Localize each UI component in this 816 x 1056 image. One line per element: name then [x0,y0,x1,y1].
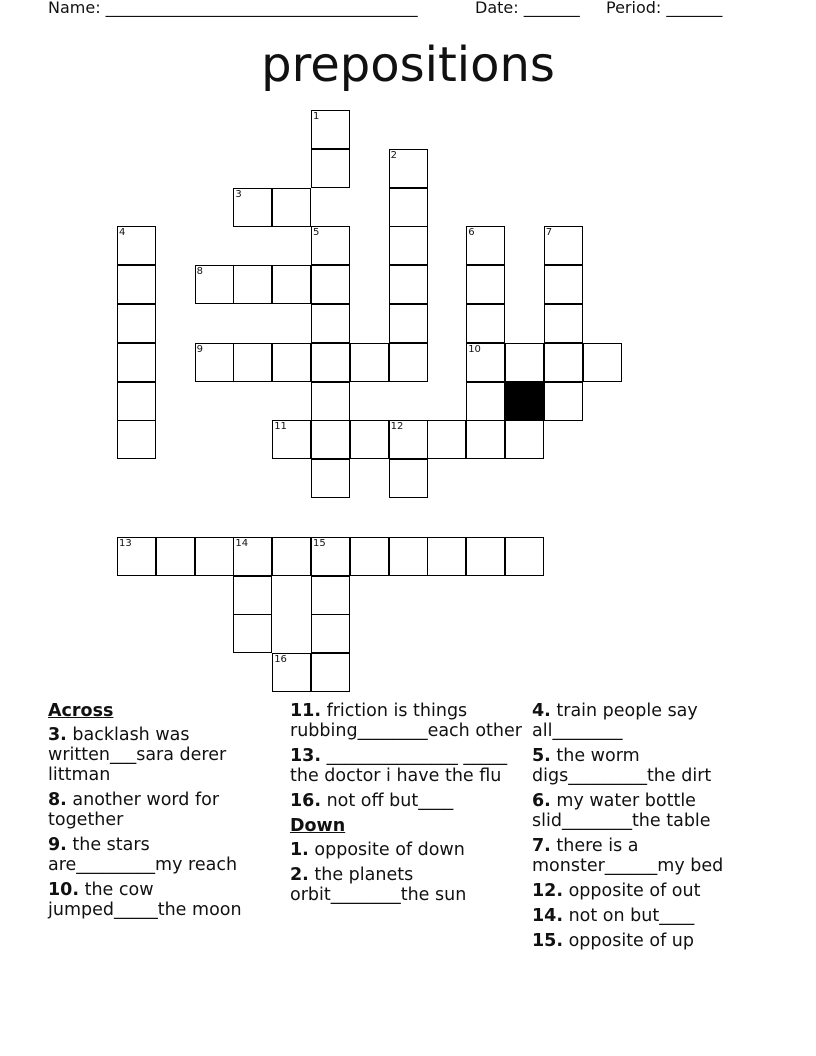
clue-number-label: 3 [235,188,242,200]
clue-number-label: 4 [119,227,126,239]
crossword-cell[interactable] [389,149,428,188]
clue-number: 13. [290,746,322,766]
crossword-cell[interactable] [389,459,428,498]
crossword-cell[interactable] [272,653,311,692]
clue-down-2 [290,865,522,905]
crossword-cell[interactable] [272,420,311,459]
crossword-cell[interactable] [389,343,428,382]
clue-down-7 [532,836,772,876]
clue-across-8 [48,790,280,830]
clue-number-label: 8 [196,266,203,278]
clue-column-1 [48,701,280,925]
clue-number-label: 10 [468,343,481,355]
clue-number-label: 12 [390,421,404,433]
crossword-cell[interactable] [272,188,311,227]
crossword-cell[interactable] [389,537,428,576]
clue-number: 16. [290,791,322,811]
crossword-cell[interactable] [117,304,156,343]
clue-text: friction is things rubbing________each other [290,701,522,741]
clue-down-14 [532,906,772,926]
crossword-cell[interactable] [583,343,622,382]
crossword-cell[interactable] [233,537,272,576]
clue-text: the cow jumped_____the moon [48,880,242,920]
crossword-cell[interactable] [195,343,234,382]
clue-across-3 [48,725,280,785]
date-field[interactable]: Date: _______ [475,0,580,17]
crossword-cell[interactable] [233,343,272,382]
crossword-cell[interactable] [389,265,428,304]
clue-number-label: 16 [274,654,287,666]
clue-column-2 [290,701,522,910]
clue-text: the stars are_________my reach [48,835,238,875]
crossword-cell[interactable] [505,343,544,382]
crossword-cell[interactable] [311,110,350,149]
clue-number: 7. [532,836,551,856]
clue-number-label: 7 [545,227,553,239]
clue-across-16 [290,791,522,811]
crossword-cell[interactable] [505,537,544,576]
crossword-cell[interactable] [117,265,156,304]
crossword-cell[interactable] [466,265,505,304]
clue-down-1 [290,840,522,860]
clue-down-15 [532,931,772,951]
crossword-cell[interactable] [117,382,156,421]
crossword-cell[interactable] [117,537,156,576]
crossword-cell[interactable] [389,304,428,343]
clue-number: 4. [532,701,551,721]
crossword-cell[interactable] [311,382,350,421]
clue-text: opposite of down [308,840,465,860]
crossword-cell[interactable] [311,226,350,265]
clue-number: 10. [48,880,80,900]
crossword-cell[interactable] [311,265,350,304]
clue-down-4 [532,701,772,741]
clue-text: the planets orbit________the sun [290,865,467,905]
crossword-cell[interactable] [311,653,350,692]
crossword-cell[interactable] [466,304,505,343]
clue-number: 8. [48,790,67,810]
clue-number: 1. [290,840,309,860]
clue-text: the worm digs_________the dirt [532,746,712,786]
clue-number: 12. [532,881,564,901]
crossword-cell[interactable] [389,188,428,227]
crossword-cell[interactable] [233,188,272,227]
down-heading: Down [290,816,346,836]
clue-number: 11. [290,701,322,721]
crossword-cell[interactable] [389,226,428,265]
clue-number-label: 6 [468,227,475,239]
crossword-cell[interactable] [311,459,350,498]
clue-down-5 [532,746,772,786]
crossword-cell[interactable] [466,343,505,382]
crossword-cell[interactable] [505,420,544,459]
clue-number-label: 5 [313,227,320,239]
clue-number-label: 14 [235,537,249,549]
clue-text: my water bottle slid________the table [532,791,711,831]
crossword-cell[interactable] [272,537,311,576]
period-field[interactable]: Period: _______ [606,0,723,17]
crossword-cell[interactable] [233,576,272,615]
crossword-cell[interactable] [195,265,234,304]
crossword-cell[interactable] [117,420,156,459]
clue-number: 2. [290,865,309,885]
clue-text: backlash was written___sara derer littman [48,725,227,785]
crossword-cell[interactable] [350,420,389,459]
across-heading: Across [48,701,114,721]
clue-number-label: 1 [313,111,320,122]
clue-text: _______________ _____ the doctor i have the flu [290,746,508,786]
clue-text: not off but____ [321,791,454,811]
crossword-cell[interactable] [544,343,583,382]
crossword-cell[interactable] [272,343,311,382]
clue-text: not on but____ [563,906,695,926]
clue-across-9 [48,835,280,875]
clue-number: 9. [48,835,67,855]
crossword-cell[interactable] [272,265,311,304]
clue-across-11 [290,701,522,741]
crossword-cell[interactable] [311,537,350,576]
page-title: prepositions [261,37,555,93]
crossword-cell[interactable] [350,537,389,576]
crossword-cell[interactable] [466,226,505,265]
clue-number: 6. [532,791,551,811]
crossword-black-cell [505,382,544,421]
name-field[interactable]: Name: _______________________________________ [48,0,418,17]
clue-number-label: 13 [119,537,132,549]
crossword-cell[interactable] [466,537,505,576]
clue-number-label: 9 [196,343,203,355]
crossword-cell[interactable] [466,420,505,459]
clue-text: opposite of out [563,881,701,901]
crossword-cell[interactable] [466,382,505,421]
crossword-cell[interactable] [311,149,350,188]
crossword-cell[interactable] [233,614,272,653]
crossword-cell[interactable] [311,343,350,382]
crossword-cell[interactable] [195,537,234,576]
crossword-cell[interactable] [117,343,156,382]
clue-number-label: 11 [274,421,287,433]
clue-number: 3. [48,725,67,745]
clue-text: train people say all________ [532,701,698,741]
clue-down-6 [532,791,772,831]
clue-column-3 [532,701,772,956]
crossword-cell[interactable] [544,265,583,304]
crossword-cell[interactable] [233,265,272,304]
crossword-cell[interactable] [156,537,195,576]
crossword-cell[interactable] [311,304,350,343]
crossword-cell[interactable] [544,226,583,265]
crossword-cell[interactable] [311,576,350,615]
clue-number: 5. [532,746,551,766]
clue-number-label: 2 [390,149,397,161]
clue-across-10 [48,880,280,920]
crossword-cell[interactable] [311,420,350,459]
crossword-cell[interactable] [350,343,389,382]
clue-number-label: 15 [313,537,326,549]
crossword-cell[interactable] [389,420,428,459]
crossword-cell[interactable] [544,304,583,343]
clue-text: another word for together [48,790,220,830]
clue-number: 15. [532,931,564,951]
crossword-cell[interactable] [117,226,156,265]
clue-text: there is a monster______my bed [532,836,724,876]
crossword-cell[interactable] [311,614,350,653]
clue-down-12 [532,881,772,901]
clue-text: opposite of up [563,931,695,951]
crossword-cell[interactable] [427,420,466,459]
crossword-cell[interactable] [544,382,583,421]
clue-across-13 [290,746,522,786]
clue-number: 14. [532,906,564,926]
crossword-cell[interactable] [427,537,466,576]
